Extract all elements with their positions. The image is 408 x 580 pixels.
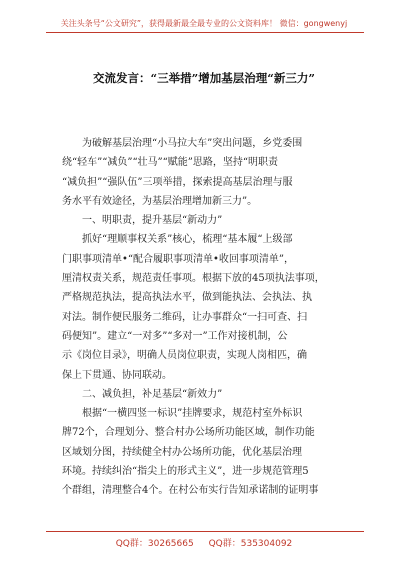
body-line: 个群组，清理整合4个。在村公布实行告知承诺制的证明事 — [62, 485, 319, 497]
body-line: 对法。制作便民服务二维码，让办事群众“一扫可查、扫 — [62, 311, 308, 323]
footer-qq-group-2: QQ群：535304092 — [208, 539, 293, 549]
body-line: 为破解基层治理“小马拉大车”突出问题，乡党委围 — [82, 138, 303, 149]
header-rule — [46, 32, 364, 33]
body-line: 根据“一横四竖一标识”挂牌要求，规范村室外标识 — [82, 408, 303, 420]
body-line: 示《岗位目录》，明确人员岗位职责，实现人岗相匹，确 — [62, 350, 307, 362]
footer — [0, 536, 408, 549]
document-title: 交流发言：“三举措”增加基层治理“新三力” — [93, 71, 315, 85]
section-heading-2: 二、减负担，补足基层“新效力” — [82, 388, 223, 400]
footer-rule — [46, 531, 364, 532]
body-line: 环境。持续纠治“指尖上的形式主义”，进一步规范管理5 — [62, 466, 309, 478]
body-line: 务水平有效途径，为基层治理增加新三力”。 — [62, 195, 258, 207]
body-line: 门职事项清单•“配合履职事项清单•收回事项清单”， — [62, 253, 295, 265]
body-line: 区域划分图，持续健全村办公场所功能，优化基层治理 — [62, 446, 302, 458]
body-line: 码便知”。建立“一对多”“多对一”工作对接机制，公 — [62, 330, 288, 342]
body-line: 绕“轻车”“减负”“壮马”“赋能”思路，坚持“明职责 — [62, 157, 279, 169]
body-line: 保上下贯通、协同联动。 — [62, 369, 172, 381]
top-banner: 关注头条号“公文研究”，获得最新最全最专业的公文资料库！ 微信：gongwenyj — [60, 19, 348, 28]
body-line: 严格规范执法，提高执法水平，做到能执法、会执法、执 — [62, 292, 312, 304]
body-line: “减负担”“强队伍”三项举措，探索提高基层治理与服 — [62, 176, 293, 188]
body-line: 抓好“理顺事权关系”核心，梳理“基本履“上级部 — [82, 234, 293, 246]
section-heading-1: 一、明职责，提升基层“新动力” — [82, 215, 223, 227]
body-line: 厘清权责关系，规范责任事项。根据下放的45项执法事项， — [62, 273, 325, 285]
document-body — [62, 134, 354, 501]
body-line: 牌72个，合理划分、整合村办公场所功能区域，制作功能 — [62, 427, 315, 439]
footer-qq-group-1: QQ群：30265665 — [115, 539, 194, 549]
